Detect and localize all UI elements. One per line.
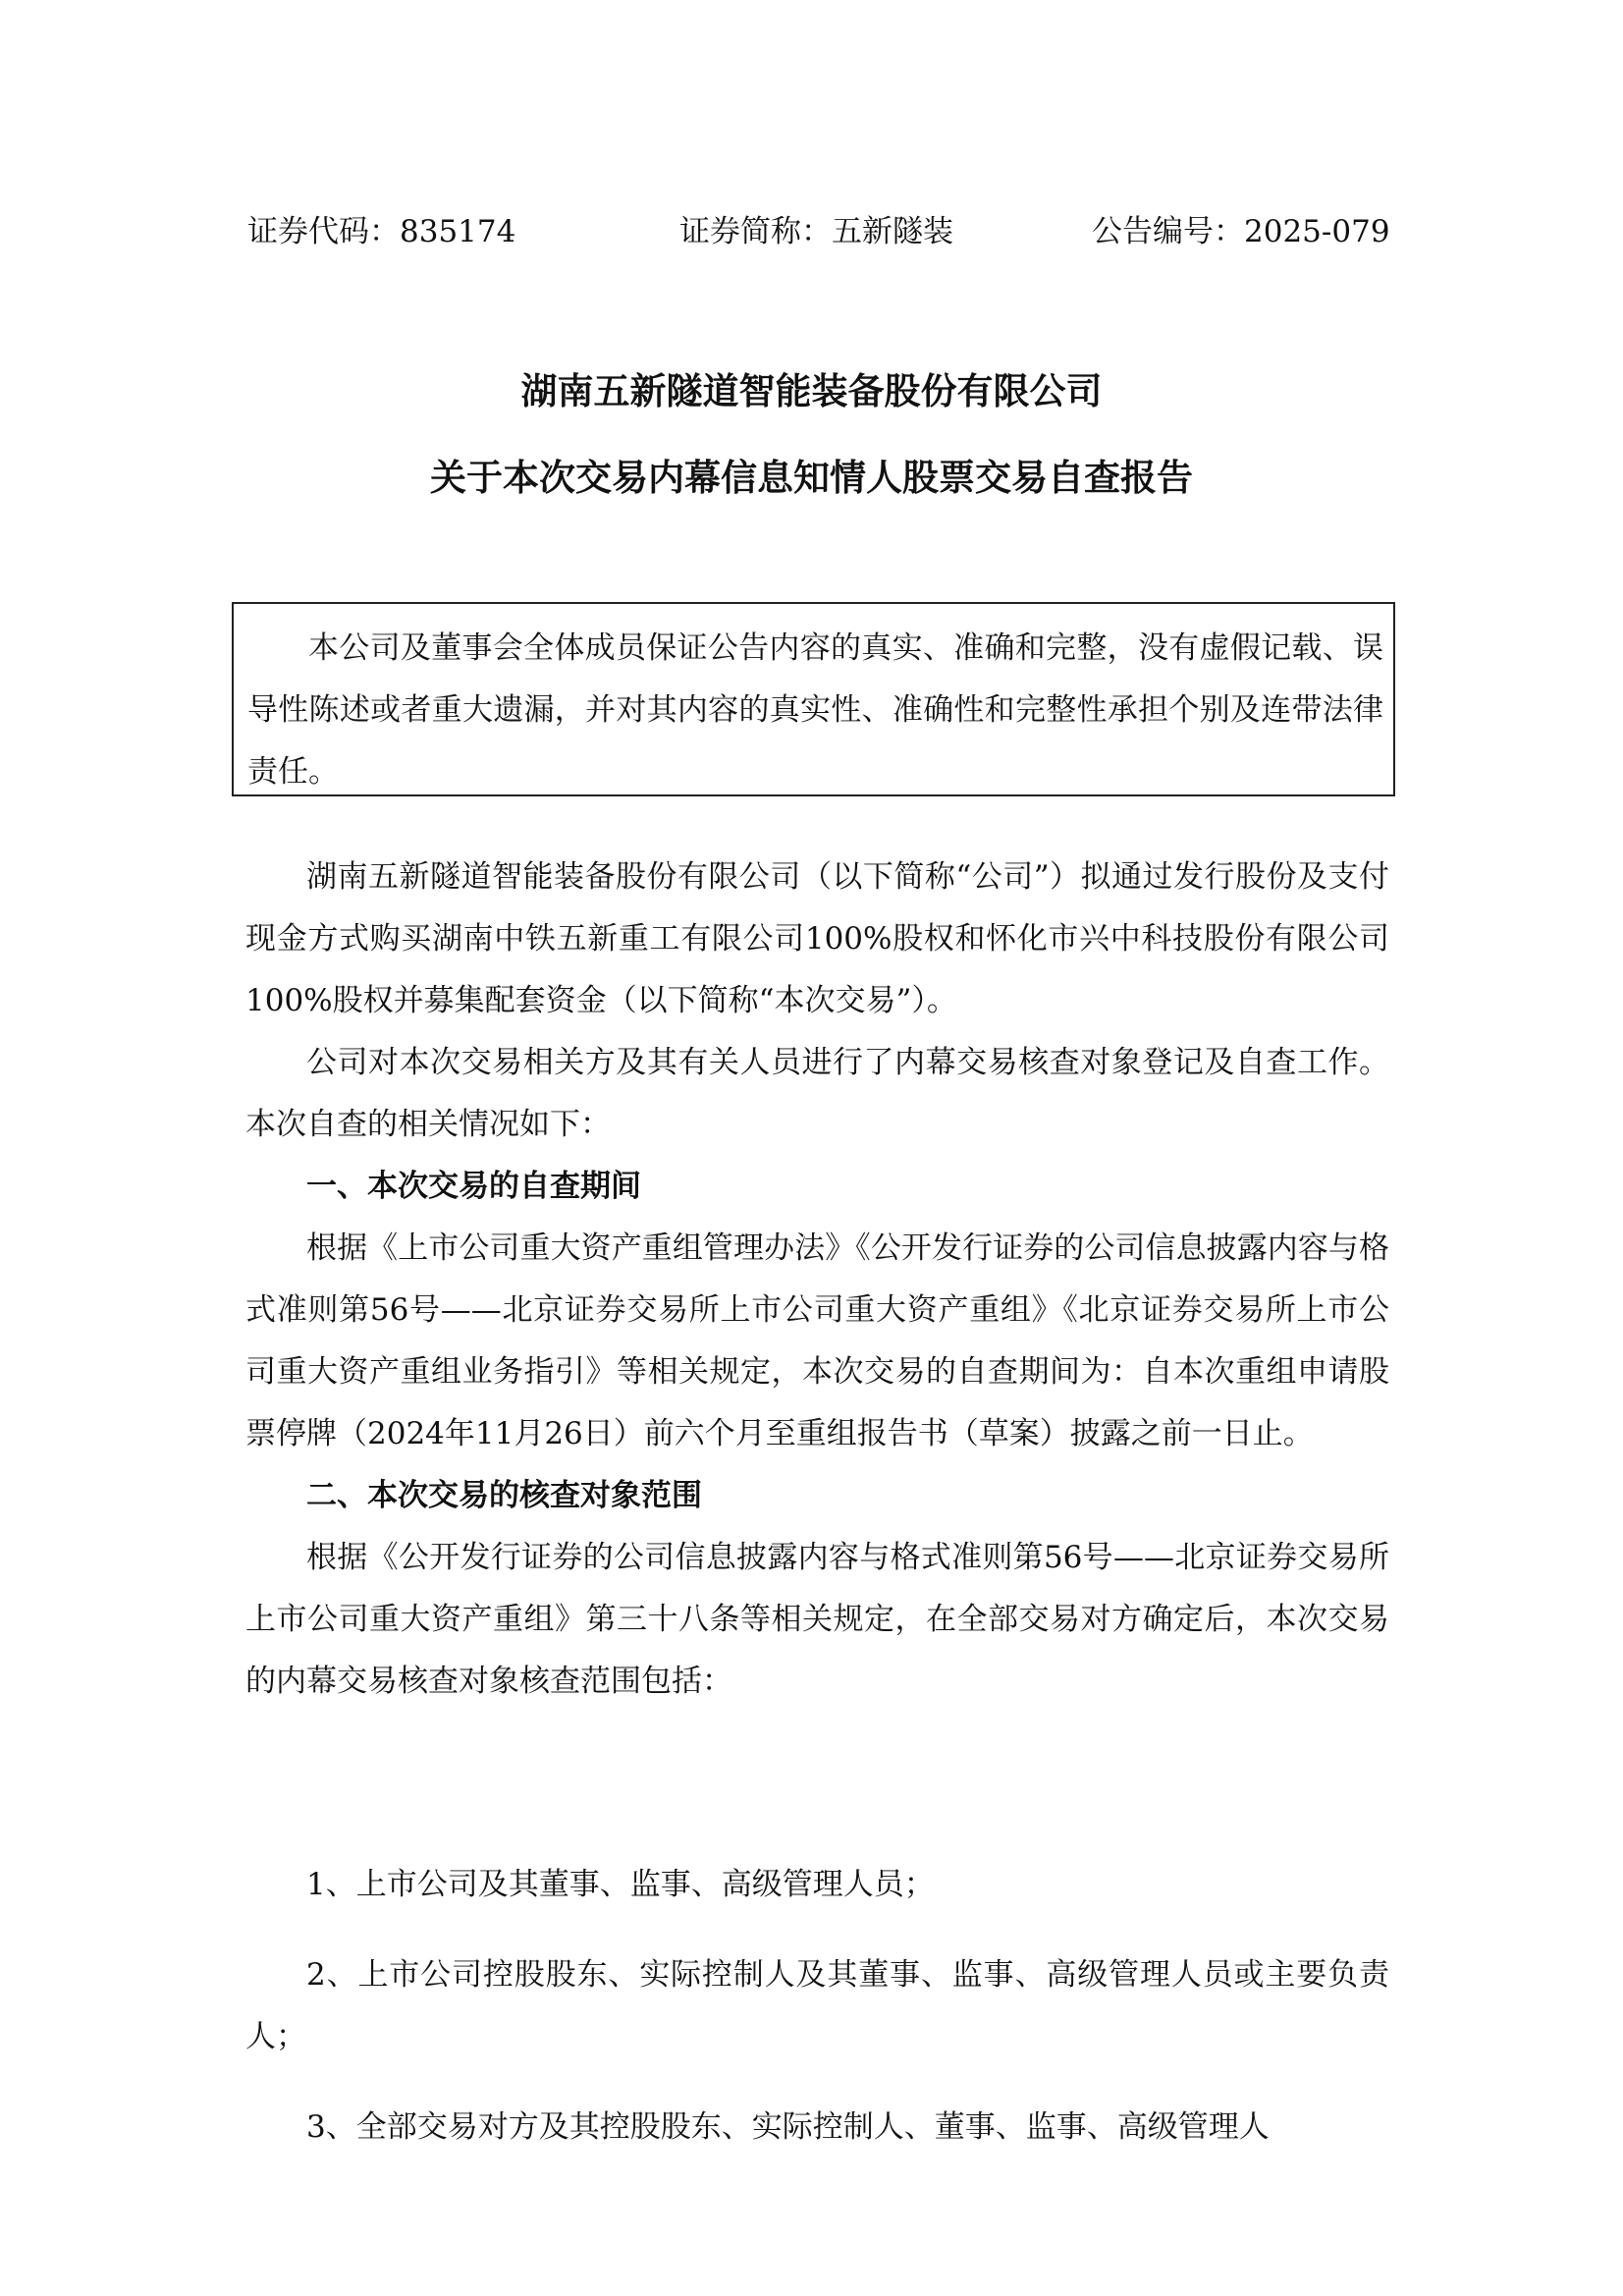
list-item: 2、上市公司控股股东、实际控制人及其董事、监事、高级管理人员或主要负责人； — [245, 1957, 1389, 2054]
announcement-number: 公告编号：2025-079 — [1092, 214, 1390, 249]
scope-list — [245, 1854, 1389, 1916]
section-1-heading: 一、本次交易的自查期间 — [306, 1169, 641, 1204]
document-title-subject: 关于本次交易内幕信息知情人股票交易自查报告 — [430, 456, 1193, 499]
board-statement-text: 本公司及董事会全体成员保证公告内容的真实、准确和完整，没有虚假记载、误导性陈述或者重大遗漏，并对其内容的真实性、准确性和完整性承担个别及连带法律责任。 — [247, 630, 1383, 790]
intro-paragraph-2: 公司对本次交易相关方及其有关人员进行了内幕交易核查对象登记及自查工作。本次自查的相关情况如下： — [245, 1045, 1389, 1142]
body-intro — [245, 847, 1389, 1713]
statement-box — [232, 602, 1395, 796]
intro-paragraph-1: 湖南五新隧道智能装备股份有限公司（以下简称“公司”）拟通过发行股份及支付现金方式购买湖南中铁五新重工有限公司100%股权和怀化市兴中科技股份有限公司100%股权并募集配套资金（以下简称“本次交易”）。 — [245, 859, 1389, 1018]
scope-list — [245, 1944, 1389, 2068]
security-code: 证券代码：835174 — [247, 214, 516, 249]
announcement-header — [247, 208, 1390, 255]
section-1-paragraph: 根据《上市公司重大资产重组管理办法》《公开发行证券的公司信息披露内容与格式准则第56号——北京证券交易所上市公司重大资产重组》《北京证券交易所上市公司重大资产重组业务指引》等相关规定，本次交易的自查期间为：自本次重组申请股票停牌（2024年11月26日）前六个月至重组报告书（草案）披露之前一日止。 — [245, 1230, 1389, 1451]
list-item: 1、上市公司及其董事、监事、高级管理人员； — [306, 1867, 935, 1902]
section-2-heading: 二、本次交易的核查对象范围 — [306, 1478, 702, 1513]
list-item: 3、全部交易对方及其控股股东、实际控制人、董事、监事、高级管理人 — [306, 2109, 1270, 2145]
document-title-company: 湖南五新隧道智能装备股份有限公司 — [520, 369, 1103, 412]
security-abbreviation: 证券简称：五新隧装 — [679, 214, 953, 249]
scope-list — [245, 2097, 1389, 2159]
section-2-paragraph: 根据《公开发行证券的公司信息披露内容与格式准则第56号——北京证券交易所上市公司重大资产重组》第三十八条等相关规定，在全部交易对方确定后，本次交易的内幕交易核查对象核查范围包括： — [245, 1540, 1389, 1699]
